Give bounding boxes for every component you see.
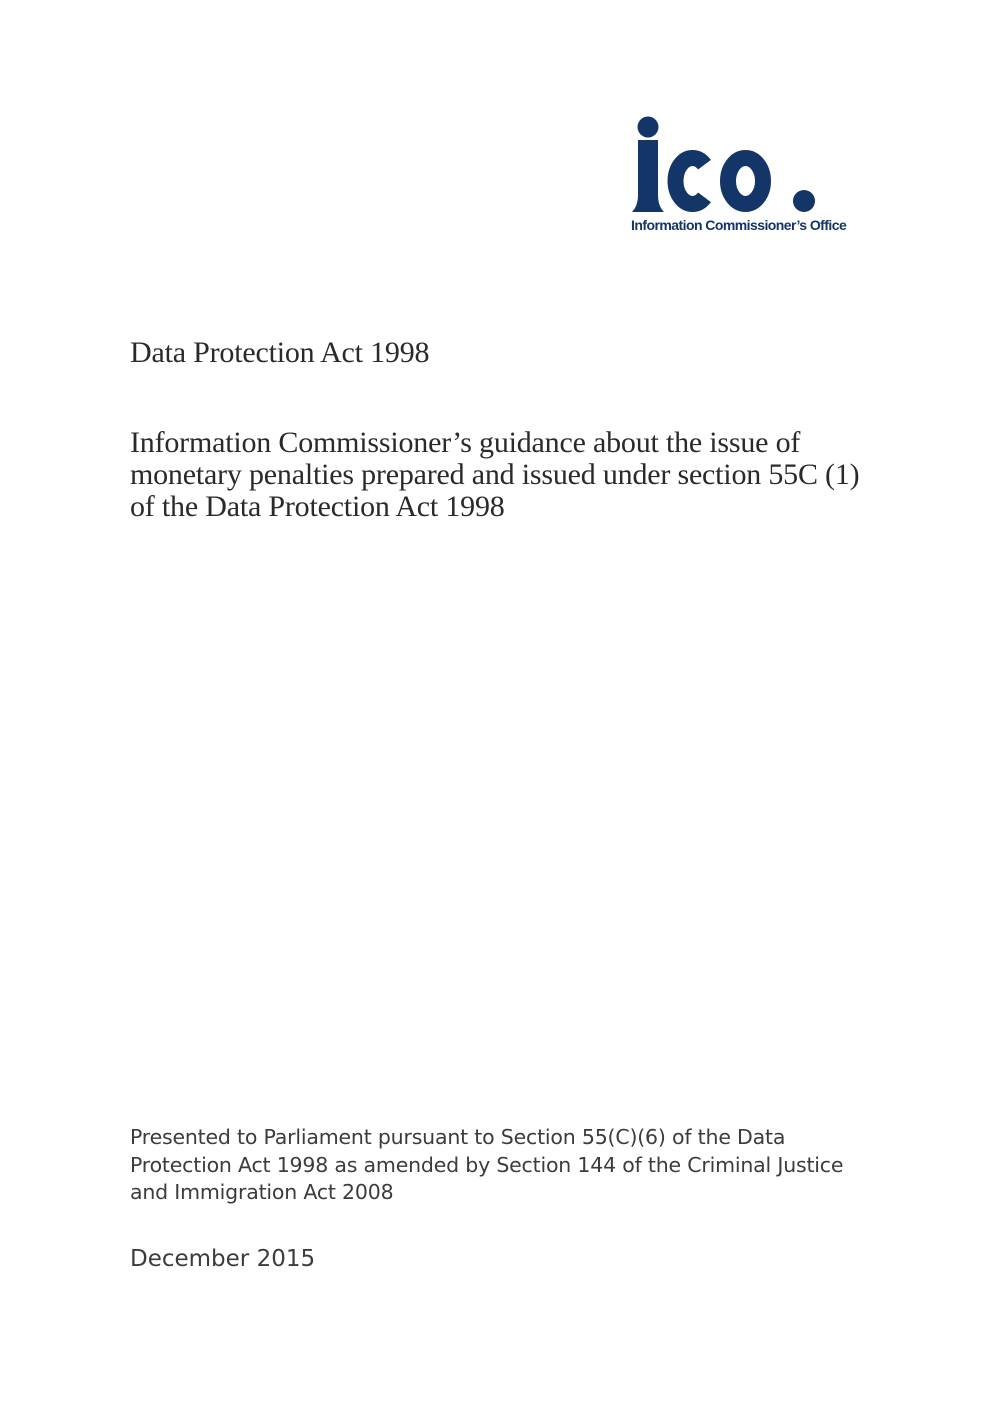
presented-to-parliament-statement bbox=[130, 1124, 843, 1207]
subtitle-line: of the Data Protection Act 1998 bbox=[130, 490, 505, 523]
presented-line: Protection Act 1998 as amended by Section 144 of the Criminal Justice bbox=[130, 1152, 844, 1177]
publication-date: December 2015 bbox=[130, 1246, 316, 1272]
presented-line: and Immigration Act 2008 bbox=[130, 1180, 394, 1204]
presented-line: Presented to Parliament pursuant to Section 55(C)(6) of the Data bbox=[130, 1125, 786, 1149]
ico-wordmark-icon bbox=[630, 115, 820, 215]
subtitle-line: monetary penalties prepared and issued under section 55C (1) bbox=[130, 458, 860, 491]
subtitle-line: Information Commissioner’s guidance about the issue of bbox=[130, 426, 801, 459]
document-subtitle bbox=[130, 427, 859, 523]
document-title: Data Protection Act 1998 bbox=[130, 336, 430, 369]
ico-logo-tagline: Information Commissioner’s Office bbox=[631, 217, 847, 233]
ico-logo bbox=[630, 115, 847, 235]
